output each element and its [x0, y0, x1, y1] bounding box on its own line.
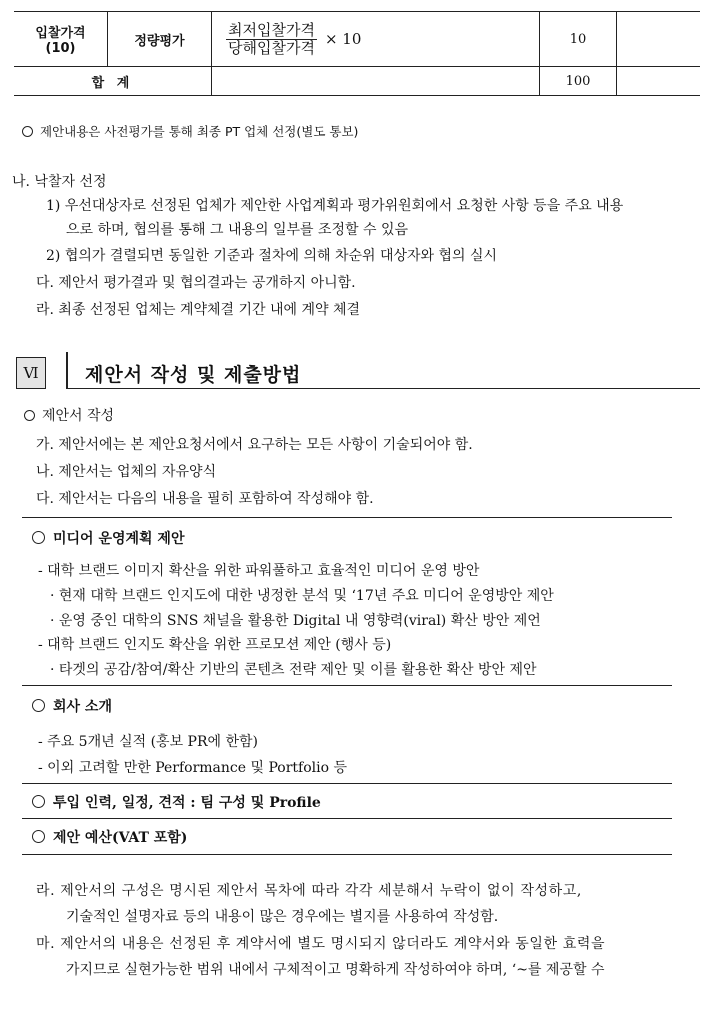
- media-item: - 대학 브랜드 이미지 확산을 위한 파워풀하고 효율적인 미디어 운영 방안: [38, 563, 480, 579]
- section-underline: [66, 388, 700, 389]
- score-cell: 10: [540, 12, 617, 67]
- category-cell: [14, 12, 108, 67]
- circle-bullet-icon: [32, 699, 45, 712]
- writing-item-da: 다. 제안서는 다음의 내용을 필히 포함하여 작성해야 함.: [36, 491, 374, 507]
- circle-bullet-icon: [32, 830, 45, 843]
- formula-multiplier: × 10: [324, 30, 362, 48]
- method-cell: 정량평가: [108, 12, 212, 67]
- section-number-box: [16, 357, 46, 389]
- circle-bullet-icon: [22, 126, 33, 137]
- contract-item: 라. 최종 선정된 업체는 계약체결 기간 내에 계약 체결: [36, 302, 361, 318]
- box-divider: [22, 818, 672, 819]
- media-item: · 타겟의 공감/참여/확산 기반의 콘텐츠 전략 제안 및 이를 활용한 확산 방안 제안: [50, 662, 537, 678]
- media-item: · 운영 중인 대학의 SNS 채널을 활용한 Digital 내 영향력(viral) 확산 방안 제언: [50, 613, 541, 629]
- company-intro-title-text: 회사 소개: [53, 699, 112, 715]
- company-item: - 주요 5개년 실적 (홍보 PR에 한함): [38, 734, 258, 750]
- circle-bullet-icon: [24, 410, 35, 421]
- box-bottom-border: [22, 854, 672, 855]
- company-item: - 이외 고려할 만한 Performance 및 Portfolio 등: [38, 760, 348, 776]
- media-item: · 현재 대학 브랜드 인지도에 대한 냉정한 분석 및 ‘17년 주요 미디어 운영방안 제안: [50, 588, 554, 604]
- category-label: 입찰가격: [35, 26, 86, 41]
- total-label: 합 계: [14, 67, 212, 96]
- winner-item-1-line2: 으로 하며, 협의를 통해 그 내용의 일부를 조정할 수 있음: [66, 222, 409, 238]
- budget-title: [32, 827, 187, 847]
- budget-title-text: 제안 예산(VAT 포함): [53, 830, 188, 846]
- box-divider: [22, 783, 672, 784]
- category-points: (10): [45, 41, 76, 56]
- total-score: 100: [540, 67, 617, 96]
- media-plan-title: [32, 528, 184, 548]
- circle-bullet-icon: [32, 531, 45, 544]
- writing-item-na: 나. 제안서는 업체의 자유양식: [36, 464, 217, 480]
- total-formula-cell: [212, 67, 540, 96]
- validity-line-2: 가지므로 실현가능한 범위 내에서 구체적이고 명확하게 작성하여야 하며, ‘~를 제공할 수: [66, 962, 605, 978]
- media-item: - 대학 브랜드 인지도 확산을 위한 프로모션 제안 (행사 등): [38, 637, 392, 653]
- writing-item-ga: 가. 제안서에는 본 제안요청서에서 요구하는 모든 사항이 기술되어야 함.: [36, 437, 473, 453]
- formula-denominator: 당해입찰가격: [228, 38, 315, 57]
- formula-fraction: [226, 22, 317, 57]
- writing-heading-text: 제안서 작성: [42, 408, 115, 424]
- evaluation-table: [14, 11, 700, 96]
- writing-heading: [24, 405, 114, 425]
- table-row: [14, 12, 700, 67]
- section-title: 제안서 작성 및 제출방법: [85, 364, 302, 386]
- box-top-border: [22, 517, 672, 518]
- note-text: 제안내용은 사전평가를 통해 최종 PT 업체 선정(별도 통보): [40, 124, 359, 139]
- structure-line-1: 라. 제안서의 구성은 명시된 제안서 목차에 따라 각각 세분해서 누락이 없이 작성하고,: [36, 883, 582, 899]
- media-plan-title-text: 미디어 운영계획 제안: [53, 531, 185, 547]
- note-line: [22, 122, 358, 140]
- circle-bullet-icon: [32, 795, 45, 808]
- section-divider: [66, 352, 68, 388]
- structure-line-2: 기술적인 설명자료 등의 내용이 많은 경우에는 별지를 사용하여 작성함.: [66, 909, 499, 925]
- table-row: [14, 67, 700, 96]
- formula-cell: [212, 12, 540, 67]
- winner-item-1-line1: 1) 우선대상자로 선정된 업체가 제안한 사업계획과 평가위원회에서 요청한 사항 등을 주요 내용: [46, 198, 624, 214]
- formula-numerator: 최저입찰가격: [228, 20, 315, 39]
- company-intro-title: [32, 696, 112, 716]
- disclosure-item: 다. 제안서 평가결과 및 협의결과는 공개하지 아니함.: [36, 275, 356, 291]
- note-cell: [617, 12, 701, 67]
- staff-schedule-title-text: 투입 인력, 일정, 견적 : 팀 구성 및 Profile: [53, 795, 321, 811]
- winner-selection-title: 나. 낙찰자 선정: [12, 174, 107, 190]
- total-note-cell: [617, 67, 701, 96]
- winner-item-2: 2) 협의가 결렬되면 동일한 기준과 절차에 의해 차순위 대상자와 협의 실시: [46, 248, 498, 264]
- validity-line-1: 마. 제안서의 내용은 선정된 후 계약서에 별도 명시되지 않더라도 계약서와 동일한 효력을: [36, 936, 606, 952]
- staff-schedule-title: [32, 792, 321, 812]
- section-number: Ⅵ: [23, 364, 39, 382]
- box-divider: [22, 685, 672, 686]
